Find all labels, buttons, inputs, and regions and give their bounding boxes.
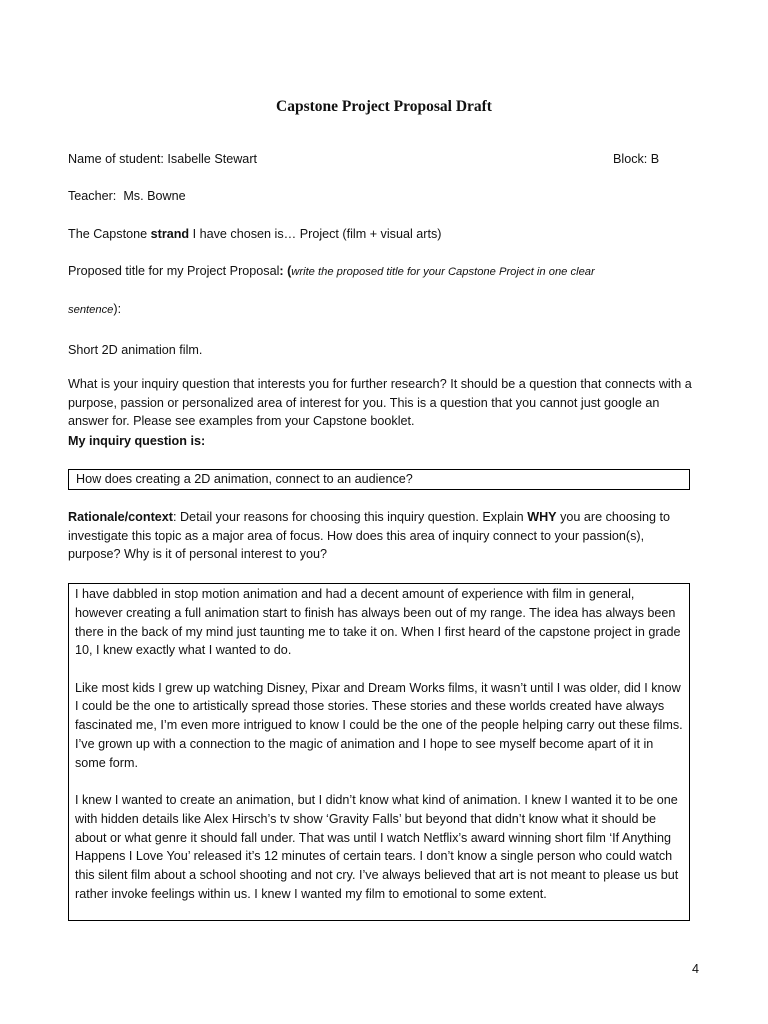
inquiry-answer: How does creating a 2D animation, connect to an audience? xyxy=(76,472,413,486)
rationale-prompt xyxy=(68,508,698,564)
rationale-paragraph: Like most kids I grew up watching Disney, Pixar and Dream Works films, it wasn’t until I was older, did I know I could be the one to artistically spread those stories. These stories and these worlds created have always fascinated me, I’m even more intrigued to know I could be the one of the people helping carry out these films. I’ve grown up with a connection to the magic of animation and I hope to see myself become apart of it in some form. xyxy=(75,680,683,770)
proposed-title-instruction-end: sentence xyxy=(68,304,114,316)
rationale-paragraph: I knew I wanted to create an animation, but I didn’t know what kind of animation. I knew I wanted it to be one with hidden details like Alex Hirsch’s tv show ‘Gravity Falls’ but beyond that didn’t know what it should be about or what genre it should fall under. That was until I watch Netflix’s award winning short film ‘If Anything Happens I Love You’ released it’s 12 minutes of certain tears. I don’t know a single person who could watch this silent film about a school shooting and not cry. I’ve always believed that art is not meant to please us but rather invoke feelings within us. I knew I wanted my film to emotional to some extent. xyxy=(75,793,679,901)
student-name-line xyxy=(68,151,257,167)
inquiry-answer-box xyxy=(68,469,690,490)
document-title: Capstone Project Proposal Draft xyxy=(276,98,492,115)
strand-bold: strand xyxy=(150,227,190,241)
proposed-title-colon: : ( xyxy=(279,264,292,278)
page-number: 4 xyxy=(692,962,700,976)
block-value: B xyxy=(650,152,660,166)
rationale-answer-box xyxy=(68,583,690,921)
proposed-title-instruction: write the proposed title for your Capstone Project in one clear xyxy=(291,266,595,278)
proposed-title-answer: Short 2D animation film. xyxy=(68,343,203,357)
rationale-why: WHY xyxy=(527,510,557,524)
student-name-value: Isabelle Stewart xyxy=(167,152,258,166)
rationale-prompt-a: : Detail your reasons for choosing this inquiry question. Explain xyxy=(172,510,528,524)
teacher-label: Teacher: xyxy=(68,189,117,203)
proposed-title-closing: ): xyxy=(113,302,122,316)
teacher-value: Ms. Bowne xyxy=(123,189,186,203)
proposed-title-line-2 xyxy=(68,301,121,318)
strand-suffix: I have chosen is… Project (film + visual arts) xyxy=(189,227,442,241)
rationale-paragraph: I have dabbled in stop motion animation and had a decent amount of experience with film in general, however creating a full animation start to finish has always been out of my range. The idea has always been there in the back of my mind just taunting me to take it on. When I first heard of the capstone project in grade 10, I knew exactly what I wanted to do. xyxy=(75,587,681,658)
strand-line xyxy=(68,226,441,242)
proposed-title-label: Proposed title for my Project Proposal xyxy=(68,264,280,278)
strand-prefix: The Capstone xyxy=(68,227,151,241)
student-name-label: Name of student: xyxy=(68,152,164,166)
block-line xyxy=(613,151,659,167)
teacher-line xyxy=(68,188,186,204)
inquiry-heading: My inquiry question is: xyxy=(68,434,206,448)
block-label: Block: xyxy=(613,152,648,166)
rationale-prompt-b: you are choosing to investigate this topic as a major area of focus. How does this area of inquiry connect to your passion(s), purpose? Why is it of personal interest to you? xyxy=(68,510,670,562)
rationale-label: Rationale/context xyxy=(68,510,173,524)
inquiry-prompt: What is your inquiry question that interests you for further research? It should be a question that connects with a purpose, passion or personalized area of interest for you. This is a question that you cannot just google an answer for. Please see examples from your Capstone booklet. xyxy=(68,377,692,429)
proposed-title-line xyxy=(68,263,595,280)
